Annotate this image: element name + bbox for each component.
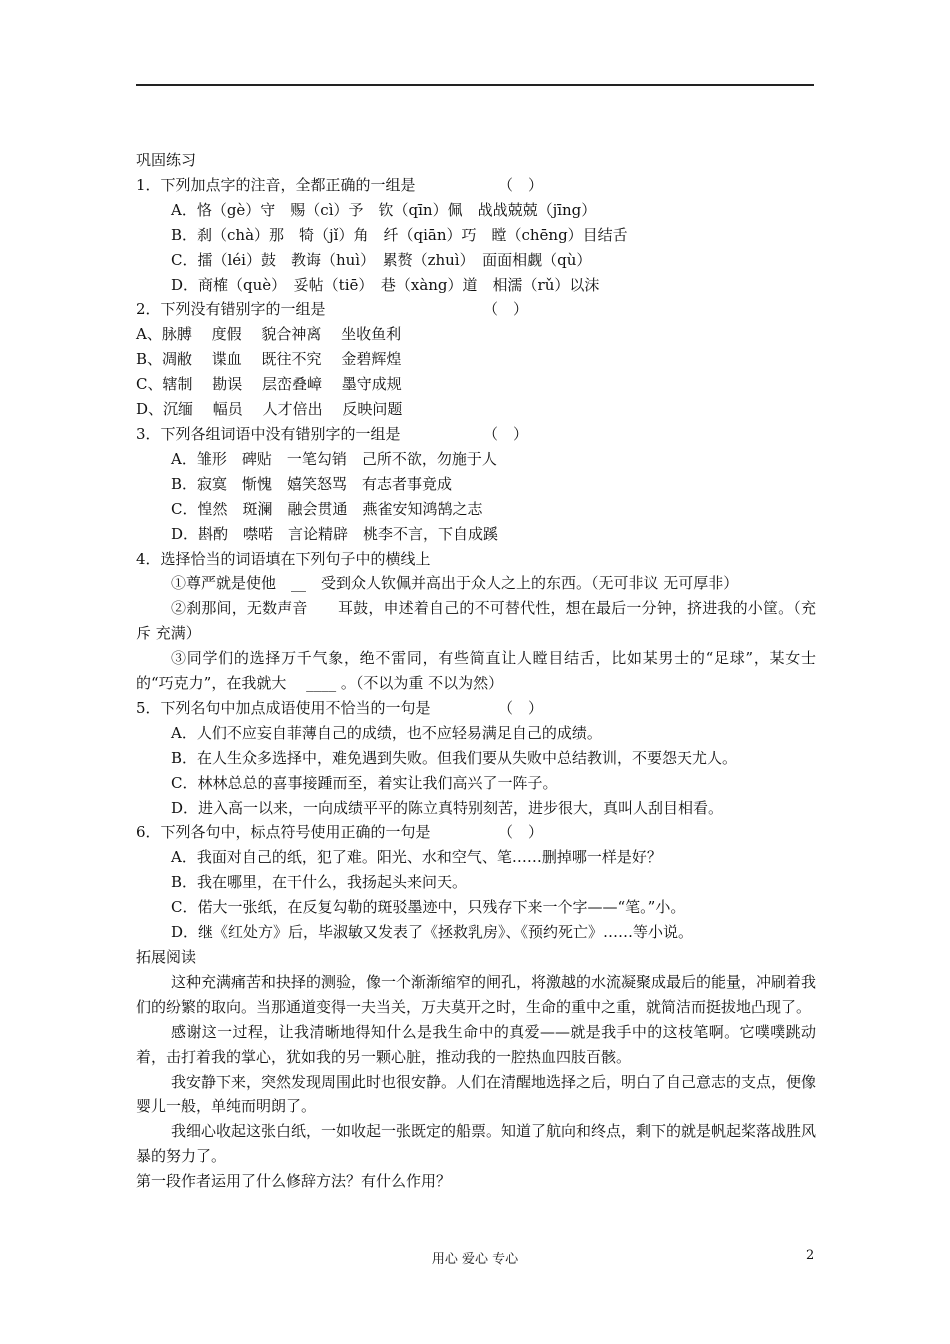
question-3-stem: 3．下列各组词语中没有错别字的一组是 （ ） [136,424,529,443]
reading-paragraph-2: 感谢这一过程，让我清晰地得知什么是我生命中的真爱——就是我手中的这枝笔啊。它噗噗跳动着，击打着我的掌心，犹如我的另一颗心脏，推动我的一腔热血四肢百骸。 [136,1022,816,1066]
question-5-option-a: A．人们不应妄自菲薄自己的成绩，也不应轻易满足自己的成绩。 [171,723,602,742]
question-2-option-a: A、脉膊 度假 貌合神离 坐收鱼利 [136,325,402,344]
reading-paragraph-3: 我安静下来，突然发现周围此时也很安静。人们在清醒地选择之后，明白了自己意志的支点，便像婴儿一般，单纯而明朗了。 [136,1072,817,1116]
question-6-option-d: D．继《红处方》后，毕淑敏又发表了《拯救乳房》、《预约死亡》……等小说。 [171,923,694,942]
question-6-option-a: A．我面对自己的纸，犯了难。阳光、水和空气、笔……删掉哪一样是好？ [171,848,662,867]
page-number: 2 [806,1248,815,1263]
question-1-option-c: C．擂（léi）鼓 教诲（huì） 累赘（zhuì） 面面相觑（qù） [171,250,592,269]
question-5-option-b: B．在人生众多选择中，难免遇到失败。但我们要从失败中总结教训，不要怨天尤人。 [171,748,738,767]
question-1-stem: 1．下列加点字的注音，全都正确的一组是 （ ） [136,175,544,194]
question-5-option-d: D．进入高一以来，一向成绩平平的陈立真特别刻苦，进步很大，真叫人刮目相看。 [171,798,724,817]
question-4-item-2: ②刹那间，无数声音 耳鼓，申述着自己的不可替代性，想在最后一分钟，挤进我的小筐。（充斥 充满） [136,599,816,643]
question-2-option-c: C、辖制 勘误 层峦叠嶂 墨守成规 [136,375,402,394]
question-6-option-c: C．偌大一张纸，在反复勾勒的斑驳墨迹中，只残存下来一个字——“笔。”小。 [171,898,686,917]
question-1-option-a: A．恪（gè）守 赐（cì）予 钦（qīn）佩 战战兢兢（jīng） [171,200,597,219]
question-1-option-b: B．刹（chà）那 犄（jǐ）角 纤（qiān）巧 瞠（chēng）目结舌 [171,225,628,244]
section-heading-reading: 拓展阅读 [136,948,197,966]
question-3-option-b: B．寂寞 惭愧 嬉笑怒骂 有志者事竟成 [171,474,453,493]
question-4-stem: 4．选择恰当的词语填在下列句子中的横线上 [136,549,431,568]
question-3-option-a: A．雏形 碑贴 一笔勾销 己所不欲，勿施于人 [171,449,497,468]
question-2-stem: 2．下列没有错别字的一组是 （ ） [136,300,529,319]
question-4-item-1: ①尊严就是使他 __ 受到众人钦佩并高出于众人之上的东西。（无可非议 无可厚非） [171,574,739,593]
question-6-option-b: B．我在哪里，在干什么，我扬起头来问天。 [171,873,468,892]
question-6-stem: 6．下列各句中，标点符号使用正确的一句是 （ ） [136,823,544,842]
header-rule [136,84,814,86]
question-4-item-3: ③同学们的选择万千气象，绝不雷同，有些简直让人瞠目结舌，比如某男士的“足球”，某女士的“巧克力”，在我就大 ____ 。（不以为重 不以为然） [136,649,816,693]
reading-question: 第一段作者运用了什么修辞方法？有什么作用？ [136,1172,452,1191]
question-2-option-d: D、沉缅 幅员 人才倍出 反映问题 [136,400,403,419]
reading-paragraph-4: 我细心收起这张白纸，一如收起一张既定的船票。知道了航向和终点，剩下的就是帆起桨落战胜风暴的努力了。 [136,1122,817,1166]
question-1-option-d: D．商榷（què） 妥帖（tiē） 巷（xàng）道 相濡（rǔ）以沫 [171,275,600,294]
question-3-option-d: D．斟酌 噤喏 言论精辟 桃李不言，下自成蹊 [171,524,499,543]
section-heading-practice: 巩固练习 [136,151,197,169]
footer-motto: 用心 爱心 专心 [431,1252,519,1267]
worksheet-body [136,148,816,1194]
question-3-option-c: C．惶然 斑澜 融会贯通 燕雀安知鸿鹄之志 [171,499,483,518]
question-2-option-b: B、凋敝 谍血 既往不究 金碧辉煌 [136,350,402,369]
question-5-stem: 5．下列名句中加点成语使用不恰当的一句是 （ ） [136,698,544,717]
reading-paragraph-1: 这种充满痛苦和抉择的测验，像一个渐渐缩窄的闸孔，将激越的水流凝聚成最后的能量，冲刷着我们的纷繁的取向。当那通道变得一夫当关，万夫莫开之时，生命的重中之重，就简洁而挺拔地凸现了。 [136,972,817,1016]
question-5-option-c: C．林林总总的喜事接踵而至，着实让我们高兴了一阵子。 [171,773,558,792]
